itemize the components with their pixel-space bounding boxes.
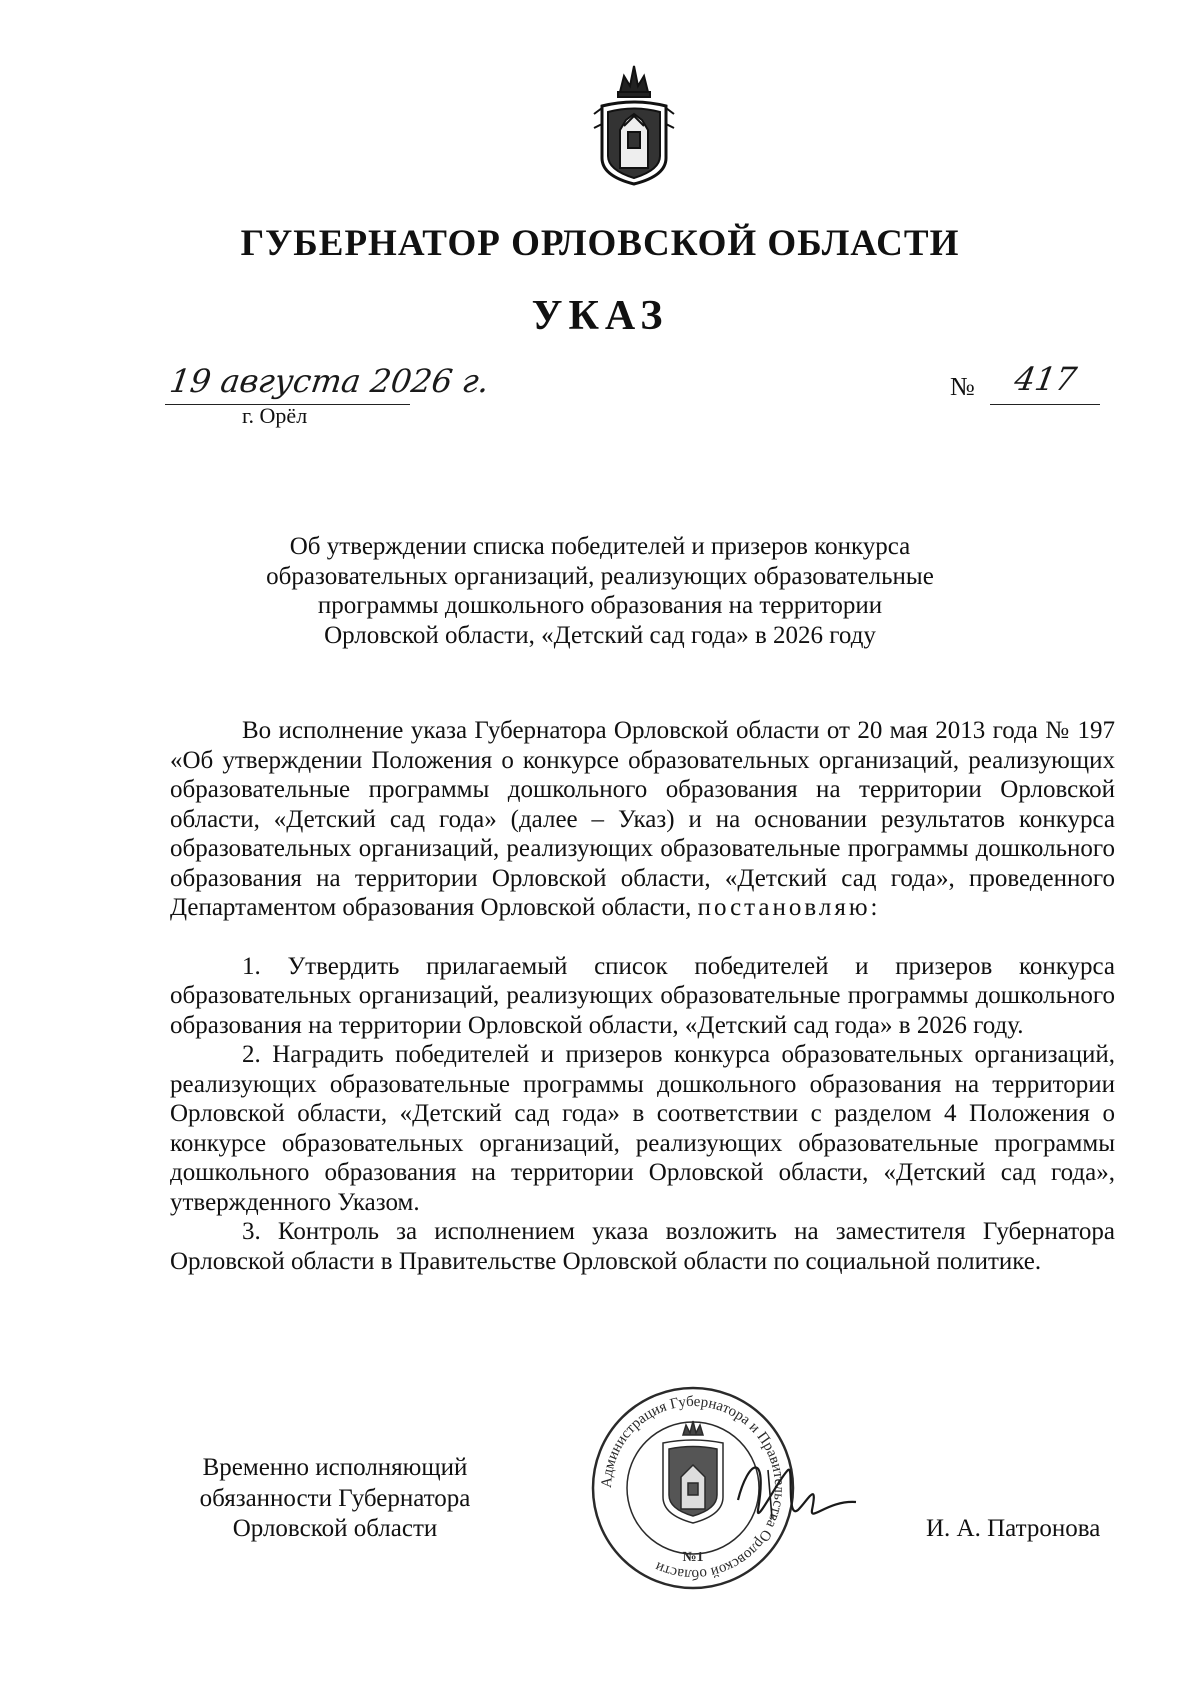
clause-3: 3. Контроль за исполнением указа возложить на заместителя Губернатора Орловской области в Правительстве Орловской области по социальной политике. [170, 1218, 1115, 1275]
clause-1: 1. Утвердить прилагаемый список победителей и призеров конкурса образовательных организаций, реализующих образовательные программы дошкольного образования на территории Орловской области, «Детский сад года» в 2026 году. [170, 952, 1115, 1039]
clause-2: 2. Наградить победителей и призеров конкурса образовательных организаций, реализующих образовательные программы дошкольного образования на территории Орловской области, «Детский сад года» в соответствии с разделом 4 Положения о конкурсе образовательных организаций, реализующих образовательные программы дошкольного образования на территории Орловской области, «Детский сад года», утвержденного Указом. [170, 1041, 1115, 1216]
svg-text:Администрация Губернатора и Пр: Администрация Губернатора и Правительства Орловской области [598, 1393, 788, 1583]
subject-line: программы дошкольного образования на территории [317, 592, 883, 619]
signatory-position-line: Временно исполняющий [202, 1454, 468, 1481]
issuer-title: ГУБЕРНАТОР ОРЛОВСКОЙ ОБЛАСТИ [240, 223, 960, 264]
handwritten-signature [728, 1440, 858, 1540]
decree-body [170, 716, 1115, 1276]
signatory-position [185, 1453, 485, 1545]
city-label: г. Орёл [242, 403, 308, 428]
subject-line: образовательных организаций, реализующих образовательные [266, 562, 934, 590]
preamble-text: Во исполнение указа Губернатора Орловской области от 20 мая 2013 года № 197 «Об утверждении Положения о конкурсе образовательных организаций, реализующих образовательные программы дошкольного образования на территории Орловской области, «Детский сад года» (далее – Указ) и на основании результатов конкурса образовательных организаций, реализующих образовательные программы дошкольного образования на территории Орловской области, «Детский сад года», проведенного Департаментом образования Орловской области, [170, 717, 1115, 921]
document-type: УКАЗ [531, 293, 669, 339]
number-handwritten: 417 [1011, 360, 1080, 398]
signatory-name: И. А. Патронова [926, 1515, 1101, 1542]
subject-line: Орловской области, «Детский сад года» в 2026 году [324, 621, 876, 649]
number-label: № [950, 372, 975, 401]
coat-of-arms-icon [590, 58, 678, 186]
signatory-position-line: Орловской области [232, 1515, 438, 1542]
decree-subject [0, 532, 1200, 650]
resolves-word: постановляю: [697, 894, 881, 921]
svg-text:№1: №1 [682, 1550, 704, 1565]
subject-line: Об утверждении списка победителей и призеров конкурса [289, 533, 911, 560]
date-handwritten: 19 августа 2026 г. [167, 362, 492, 400]
signatory-position-line: обязанности Губернатора [199, 1484, 471, 1512]
preamble-paragraph [170, 716, 1115, 923]
